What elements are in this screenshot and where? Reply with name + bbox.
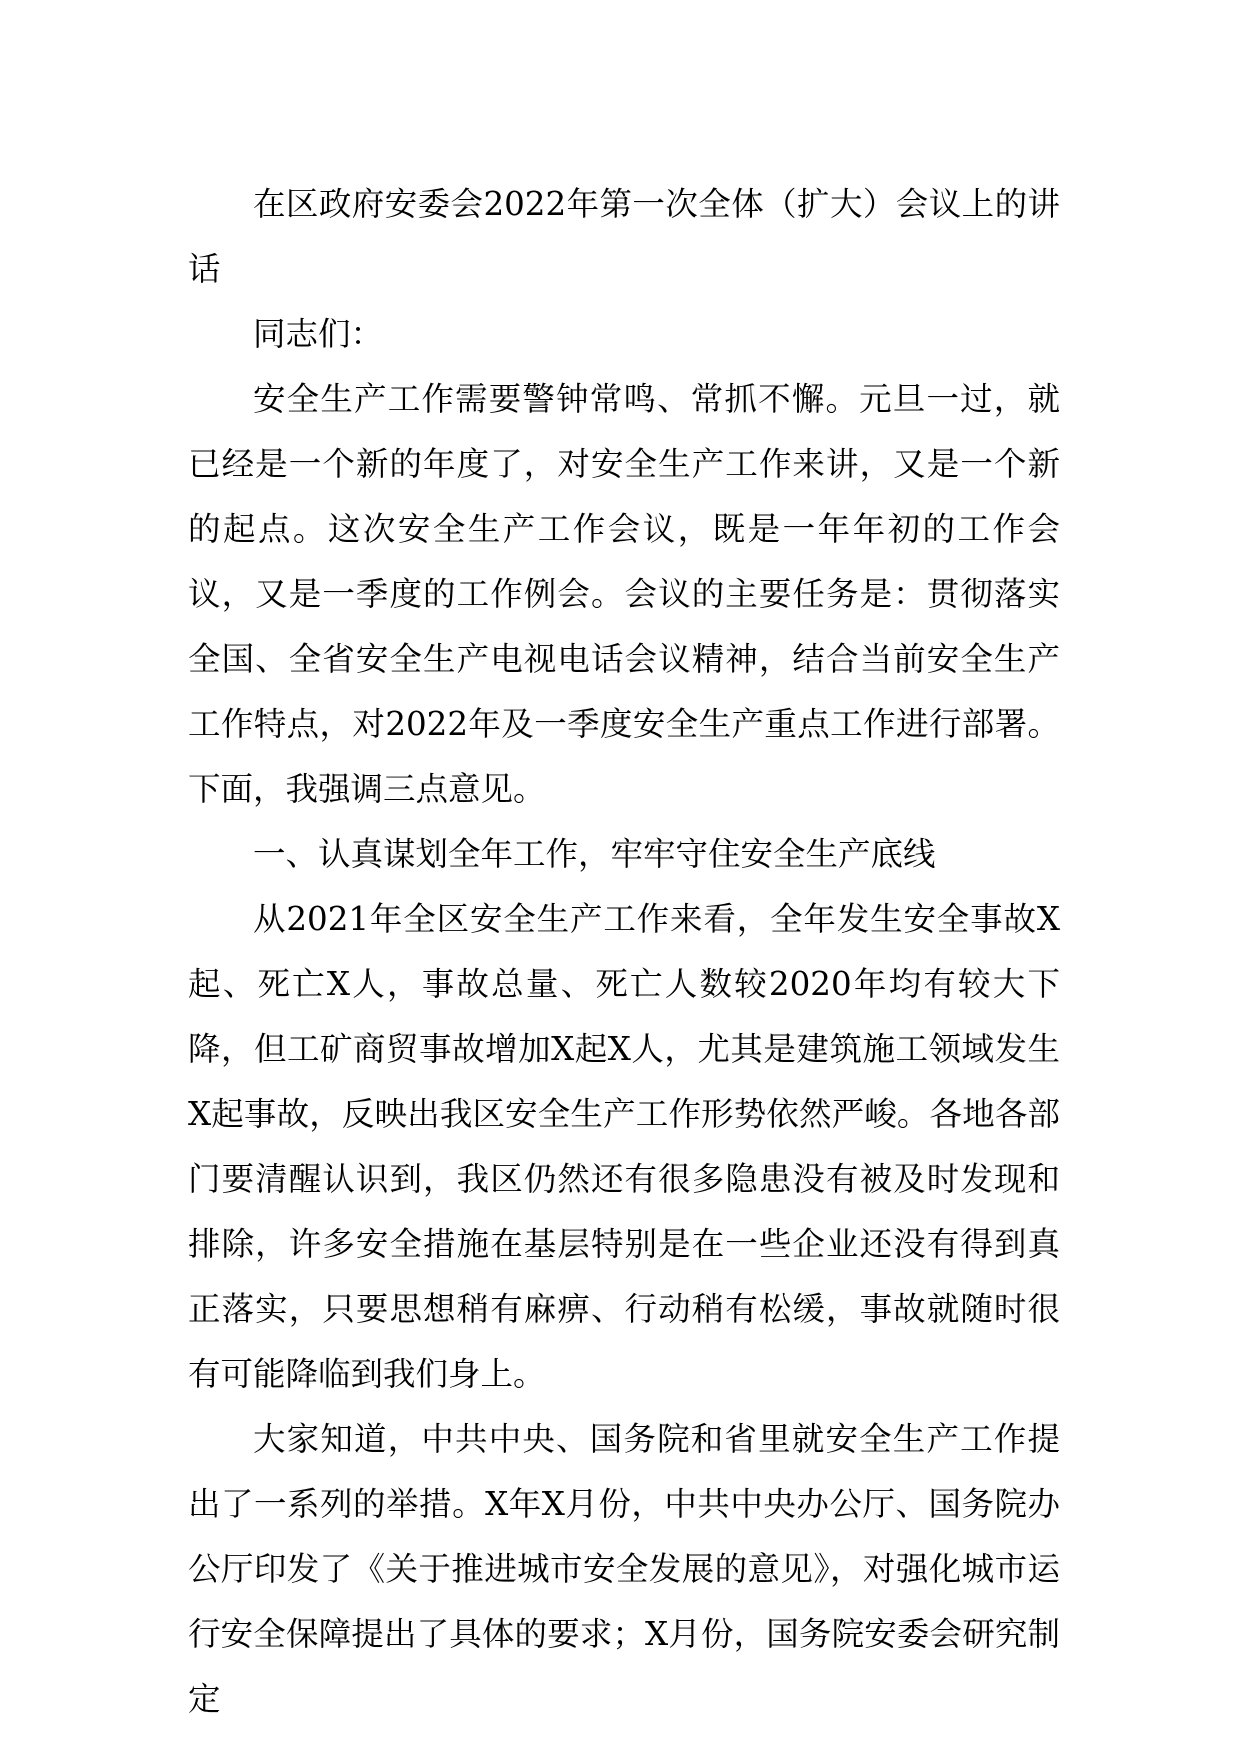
document-page	[188, 172, 1060, 1732]
section-heading-one: 一、认真谋划全年工作，牢牢守住安全生产底线	[253, 835, 936, 873]
paragraph-central-measures: 大家知道，中共中央、国务院和省里就安全生产工作提出了一系列的举措。X年X月份，中共中央办公厅、国务院办公厅印发了《关于推进城市安全发展的意见》，对强化城市运行安全保障提出了具体的要求；X月份，国务院安委会研究制定	[188, 1420, 1060, 1718]
paragraph-intro: 安全生产工作需要警钟常鸣、常抓不懈。元旦一过，就已经是一个新的年度了，对安全生产工作来讲，又是一个新的起点。这次安全生产工作会议，既是一年年初的工作会议，又是一季度的工作例会。会议的主要任务是：贯彻落实全国、全省安全生产电视电话会议精神，结合当前安全生产工作特点，对2022年及一季度安全生产重点工作进行部署。下面，我强调三点意见。	[188, 380, 1060, 808]
paragraph-review-2021: 从2021年全区安全生产工作来看，全年发生安全事故X起、死亡X人，事故总量、死亡人数较2020年均有较大下降，但工矿商贸事故增加X起X人，尤其是建筑施工领域发生X起事故，反映出我区安全生产工作形势依然严峻。各地各部门要清醒认识到，我区仍然还有很多隐患没有被及时发现和排除，许多安全措施在基层特别是在一些企业还没有得到真正落实，只要思想稍有麻痹、行动稍有松缓，事故就随时很有可能降临到我们身上。	[188, 900, 1060, 1393]
salutation: 同志们：	[253, 315, 384, 353]
document-title: 在区政府安委会2022年第一次全体（扩大）会议上的讲话	[188, 185, 1060, 288]
